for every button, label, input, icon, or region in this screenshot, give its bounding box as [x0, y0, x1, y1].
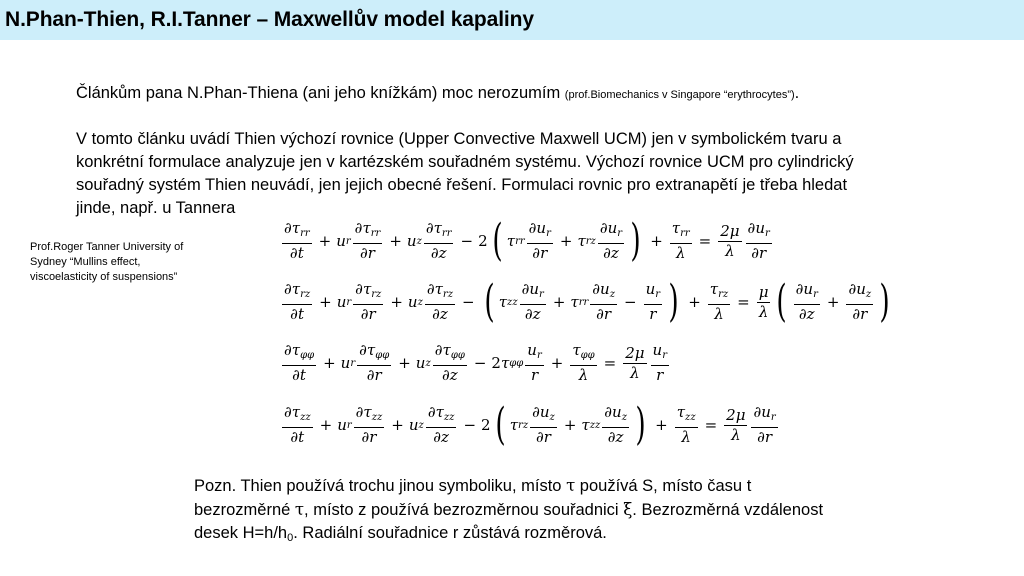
equation-rz: $\frac{\partial\tau_{rz}}{\partial t}$ + u r $\frac{\partial\tau_{rz}}{\partial r}$ + u z $\frac{\partial\tau_{rz}}{\partial z}$ − ( τ zz $\frac{\partial u_r}{\partial z}$ + τ rr $\frac{\partial u_z}{\partial r}$ − $\frac{u_r}{r}$ ) + $\frac{\tau_{rz}}{\lambda}$ = $\frac{\mu}{\lambda}$ ( $\frac{\partial u_r}{\partial z}$ + $\frac{\partial u_z}{\partial r}$ )	[284, 276, 890, 327]
paragraph-line: konkrétní formulace analyzuje jen v kartézském souřadném systému. Výchozí rovnice UCM pro cylindrický	[76, 153, 854, 171]
intro-note: (prof.Biomechanics v Singapore “erythrocytes”)	[564, 89, 795, 101]
note-paragraph	[194, 474, 974, 550]
equation-phiphi: $\frac{\partial\tau_{\varphi\varphi}}{\partial t}$ + u r $\frac{\partial\tau_{\varphi\varphi}}{\partial r}$ + u z $\frac{\partial\tau_{\varphi\varphi}}{\partial z}$ − 2 τ φφ $\frac{u_r}{r}$ + $\frac{\tau_{\varphi\varphi}}{\lambda}$ = $\frac{2\mu}{\lambda}$ $\frac{u_r}{r}$	[284, 341, 667, 384]
note-line: desek $H=h/h_0$. Radiální souřadnice r zůstává rozměrová.	[194, 524, 607, 544]
equations-block	[280, 210, 920, 460]
side-note	[30, 240, 230, 285]
equation-rr: $\frac{\partial\tau_{rr}}{\partial t}$ + u r $\frac{\partial\tau_{rr}}{\partial r}$ + u z $\frac{\partial\tau_{rr}}{\partial z}$ − 2 ( τ rr $\frac{\partial u_r}{\partial r}$ + τ rz $\frac{\partial u_r}{\partial z}$ ) + $\frac{\tau_{rr}}{\lambda}$ = $\frac{2\mu}{\lambda}$ $\frac{\partial u_r}{\partial r}$	[284, 215, 770, 266]
paragraph-line: V tomto článku uvádí Thien výchozí rovnice (Upper Convective Maxwell UCM) jen v symbolickém tvaru a	[76, 130, 842, 148]
paragraph-line: souřadný systém Thien neuvádí, jen jejich obecné řešení. Formulaci rovnic pro extranapětí je třeba hledat	[76, 176, 848, 194]
intro-main: Článkům pana N.Phan-Thiena (ani jeho knížkám) moc nerozumím	[76, 84, 565, 102]
description-paragraph	[76, 128, 996, 220]
intro-text	[76, 82, 976, 107]
equation-zz: $\frac{\partial\tau_{zz}}{\partial t}$ + u r $\frac{\partial\tau_{zz}}{\partial r}$ + u z $\frac{\partial\tau_{zz}}{\partial z}$ − 2 ( τ rz $\frac{\partial u_z}{\partial r}$ + τ zz $\frac{\partial u_z}{\partial z}$ ) + $\frac{\tau_{zz}}{\lambda}$ = $\frac{2\mu}{\lambda}$ $\frac{\partial u_r}{\partial r}$	[284, 399, 776, 450]
title-bar	[0, 0, 1024, 40]
paragraph-line: jinde, např. u Tannera	[76, 199, 236, 217]
note-line: bezrozměrné τ, místo z používá bezrozměrnou souřadnici ξ. Bezrozměrná vzdálenost	[194, 500, 824, 519]
side-note-line: Prof.Roger Tanner University of	[30, 241, 184, 253]
note-line: Pozn. Thien používá trochu jinou symboliku, místo τ používá S, místo času t	[194, 476, 752, 495]
fraction: $\frac{\partial\tau_{rr}}{\partial t}$	[284, 219, 310, 262]
side-note-line: viscoelasticity of suspensions”	[30, 271, 178, 283]
side-note-line: Sydney “Mullins effect,	[30, 256, 141, 268]
intro-end: .	[794, 84, 800, 102]
page-title: N.Phan-Thien, R.I.Tanner – Maxwellův model kapaliny	[5, 8, 534, 31]
